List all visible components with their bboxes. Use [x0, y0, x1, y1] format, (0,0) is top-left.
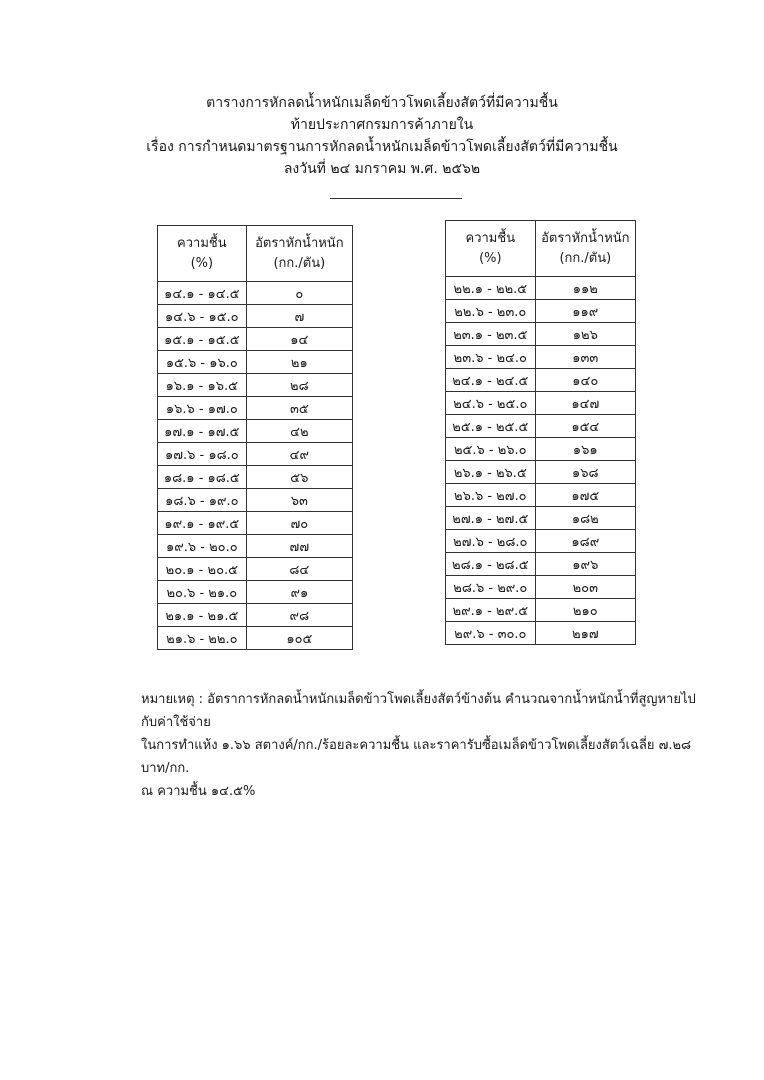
table-row [446, 300, 636, 323]
deduction-rate-cell: ๒๑๐ [535, 599, 635, 622]
deduction-rate-cell: ๑๒๖ [535, 323, 635, 346]
table-row [158, 466, 353, 489]
moisture-range-cell: ๒๙.๑ - ๒๙.๕ [446, 599, 536, 622]
moisture-range-cell: ๒๑.๖ - ๒๒.๐ [158, 627, 247, 650]
rate-header-label: อัตราหักน้ำหนัก [541, 230, 630, 246]
moisture-range-cell: ๒๕.๖ - ๒๖.๐ [446, 438, 536, 461]
moisture-range-cell: ๑๙.๑ - ๑๙.๕ [158, 512, 247, 535]
moisture-column-header [158, 226, 247, 282]
moisture-range-cell: ๒๓.๖ - ๒๔.๐ [446, 346, 536, 369]
footnote-line-2: ในการทำแห้ง ๑.๖๖ สตางค์/กก./ร้อยละความชื้น และราคารับซื้อเมล็ดข้าวโพดเลี้ยงสัตว์เฉลี่ย ๗.๒๘ บาท/กก. [141, 738, 692, 776]
moisture-range-cell: ๒๖.๖ - ๒๗.๐ [446, 484, 536, 507]
deduction-rate-cell: ๑๘๒ [535, 507, 635, 530]
moisture-header-label: ความชื้น [177, 235, 227, 251]
table-header-row [158, 226, 353, 282]
footnote-line-3: ณ ความชื้น ๑๔.๕% [141, 784, 256, 799]
deduction-rate-cell: ๖๓ [246, 489, 352, 512]
deduction-rate-cell: ๑๖๘ [535, 461, 635, 484]
moisture-range-cell: ๑๙.๖ - ๒๐.๐ [158, 535, 247, 558]
rate-header-label: อัตราหักน้ำหนัก [255, 235, 344, 251]
rate-header-unit: (กก./ตัน) [273, 255, 326, 271]
deduction-rate-cell: ๗๐ [246, 512, 352, 535]
header-divider [330, 198, 462, 199]
deduction-rate-cell: ๒๑ [246, 351, 352, 374]
table-row [446, 599, 636, 622]
deduction-rate-cell: ๑๐๕ [246, 627, 352, 650]
deduction-rate-cell: ๑๗๕ [535, 484, 635, 507]
table-row [446, 576, 636, 599]
rate-header-unit: (กก./ตัน) [559, 250, 612, 266]
table-row [158, 420, 353, 443]
footnote [141, 688, 701, 803]
deduction-rate-cell: ๐ [246, 282, 352, 305]
moisture-range-cell: ๑๘.๑ - ๑๘.๕ [158, 466, 247, 489]
moisture-range-cell: ๒๗.๑ - ๒๗.๕ [446, 507, 536, 530]
moisture-range-cell: ๒๘.๑ - ๒๘.๕ [446, 553, 536, 576]
table-row [158, 397, 353, 420]
deduction-rate-cell: ๑๑๒ [535, 277, 635, 300]
moisture-range-cell: ๒๔.๑ - ๒๔.๕ [446, 369, 536, 392]
moisture-header-unit: (%) [190, 255, 214, 271]
moisture-range-cell: ๒๔.๖ - ๒๕.๐ [446, 392, 536, 415]
deduction-rate-cell: ๗๗ [246, 535, 352, 558]
moisture-range-cell: ๒๗.๖ - ๒๘.๐ [446, 530, 536, 553]
table-row [158, 489, 353, 512]
table-row [158, 443, 353, 466]
moisture-range-cell: ๑๖.๖ - ๑๗.๐ [158, 397, 247, 420]
moisture-range-cell: ๑๕.๑ - ๑๕.๕ [158, 328, 247, 351]
deduction-rate-cell: ๑๖๑ [535, 438, 635, 461]
moisture-range-cell: ๒๕.๑ - ๒๕.๕ [446, 415, 536, 438]
moisture-range-cell: ๑๗.๖ - ๑๘.๐ [158, 443, 247, 466]
table-row [446, 530, 636, 553]
deduction-rate-cell: ๘๔ [246, 558, 352, 581]
rate-column-header [246, 226, 352, 282]
rate-column-header [535, 221, 635, 277]
deduction-rate-cell: ๒๐๓ [535, 576, 635, 599]
moisture-range-cell: ๑๗.๑ - ๑๗.๕ [158, 420, 247, 443]
table-row [446, 369, 636, 392]
moisture-range-cell: ๒๙.๖ - ๓๐.๐ [446, 622, 536, 645]
document-subject: เรื่อง การกำหนดมาตรฐานการหักลดน้ำหนักเมล็ดข้าวโพดเลี้ยงสัตว์ที่มีความชื้น [146, 139, 618, 155]
moisture-range-cell: ๑๖.๑ - ๑๖.๕ [158, 374, 247, 397]
deduction-rate-cell: ๑๙๖ [535, 553, 635, 576]
deduction-rate-cell: ๑๔๗ [535, 392, 635, 415]
moisture-range-cell: ๒๐.๖ - ๒๑.๐ [158, 581, 247, 604]
table-row [158, 627, 353, 650]
table-row [158, 282, 353, 305]
deduction-rate-cell: ๑๔๐ [535, 369, 635, 392]
table-row [158, 581, 353, 604]
moisture-rate-table-right [445, 220, 636, 645]
moisture-range-cell: ๑๘.๖ - ๑๙.๐ [158, 489, 247, 512]
table-row [446, 323, 636, 346]
table-row [158, 535, 353, 558]
table-row [446, 622, 636, 645]
deduction-rate-cell: ๒๑๗ [535, 622, 635, 645]
moisture-header-unit: (%) [479, 250, 502, 266]
table-row [446, 507, 636, 530]
table-row [158, 558, 353, 581]
moisture-range-cell: ๒๓.๑ - ๒๓.๕ [446, 323, 536, 346]
table-row [158, 305, 353, 328]
moisture-header-label: ความชื้น [465, 230, 516, 246]
table-row [446, 415, 636, 438]
table-row [158, 351, 353, 374]
deduction-rate-cell: ๔๒ [246, 420, 352, 443]
document-subtitle: ท้ายประกาศกรมการค้าภายใน [290, 117, 474, 133]
table-row [446, 392, 636, 415]
moisture-range-cell: ๑๕.๖ - ๑๖.๐ [158, 351, 247, 374]
moisture-rate-table-left [157, 225, 353, 650]
table-header-row [446, 221, 636, 277]
moisture-column-header [446, 221, 536, 277]
deduction-rate-cell: ๑๕๔ [535, 415, 635, 438]
deduction-rate-cell: ๓๕ [246, 397, 352, 420]
footnote-line-1: หมายเหตุ : อัตราการหักลดน้ำหนักเมล็ดข้าวโพดเลี้ยงสัตว์ข้างต้น คำนวณจากน้ำหนักน้ำที่สูญหายไปกับค่าใช้จ่าย [141, 692, 696, 730]
deduction-rate-cell: ๑๑๙ [535, 300, 635, 323]
deduction-rate-cell: ๔๙ [246, 443, 352, 466]
table-row [446, 461, 636, 484]
table-row [158, 374, 353, 397]
moisture-range-cell: ๒๖.๑ - ๒๖.๕ [446, 461, 536, 484]
deduction-rate-cell: ๕๖ [246, 466, 352, 489]
deduction-rate-cell: ๗ [246, 305, 352, 328]
table-row [446, 277, 636, 300]
table-row [446, 484, 636, 507]
moisture-range-cell: ๒๘.๖ - ๒๙.๐ [446, 576, 536, 599]
table-row [446, 553, 636, 576]
moisture-range-cell: ๒๐.๑ - ๒๐.๕ [158, 558, 247, 581]
table-row [158, 604, 353, 627]
table-row [158, 328, 353, 351]
table-row [446, 346, 636, 369]
deduction-rate-cell: ๙๑ [246, 581, 352, 604]
document-date: ลงวันที่ ๒๔ มกราคม พ.ศ. ๒๕๖๒ [283, 161, 481, 177]
deduction-rate-cell: ๙๘ [246, 604, 352, 627]
table-row [158, 512, 353, 535]
table-row [446, 438, 636, 461]
moisture-range-cell: ๒๒.๖ - ๒๓.๐ [446, 300, 536, 323]
document-title: ตารางการหักลดน้ำหนักเมล็ดข้าวโพดเลี้ยงสัตว์ที่มีความชื้น [206, 95, 558, 111]
moisture-range-cell: ๒๒.๑ - ๒๒.๕ [446, 277, 536, 300]
deduction-rate-cell: ๑๓๓ [535, 346, 635, 369]
moisture-range-cell: ๒๑.๑ - ๒๑.๕ [158, 604, 247, 627]
deduction-rate-cell: ๒๘ [246, 374, 352, 397]
deduction-rate-cell: ๑๘๙ [535, 530, 635, 553]
moisture-range-cell: ๑๔.๖ - ๑๕.๐ [158, 305, 247, 328]
deduction-rate-cell: ๑๔ [246, 328, 352, 351]
moisture-range-cell: ๑๔.๑ - ๑๔.๕ [158, 282, 247, 305]
